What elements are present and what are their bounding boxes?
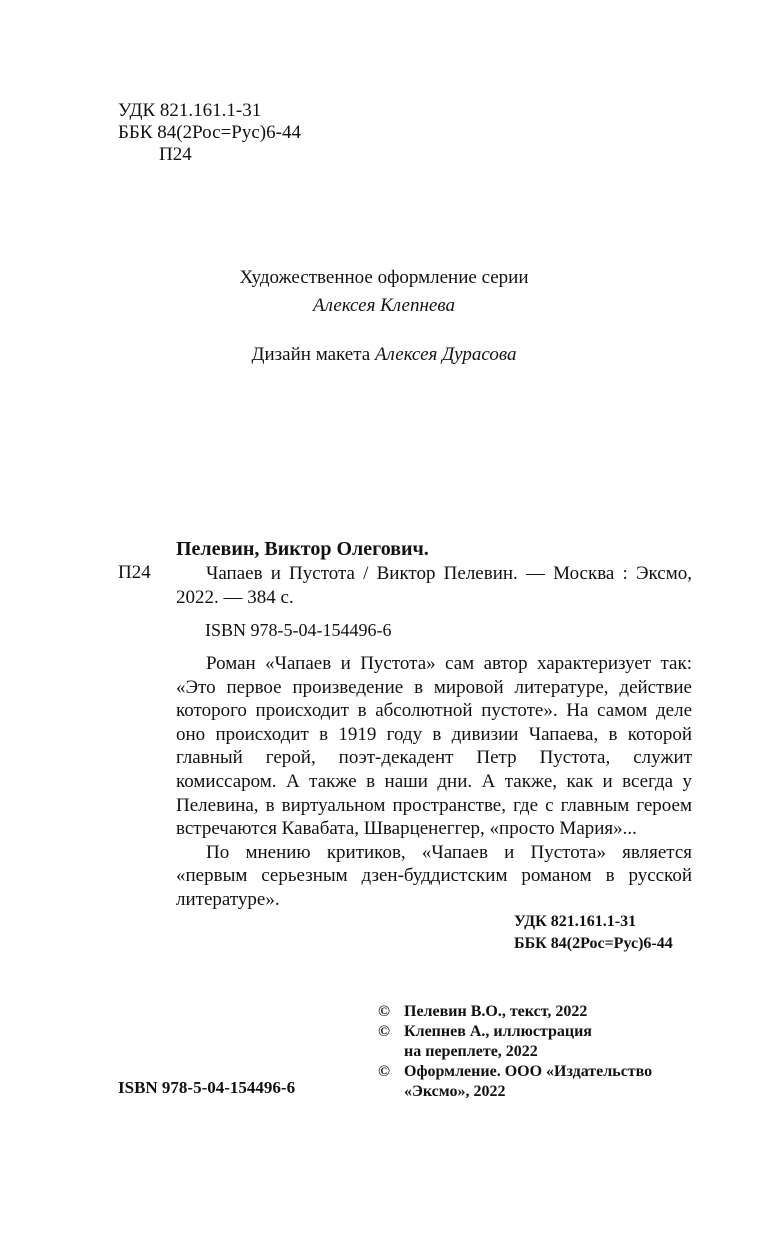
bib-record-text: Чапаев и Пустота / Виктор Пелевин. — Москва : Эксмо, 2022. — 384 с. xyxy=(176,563,692,608)
author-mark: П24 xyxy=(159,144,192,165)
layout-name: Алексея Дурасова xyxy=(374,344,517,365)
annotation-paragraph-1: Роман «Чапаев и Пустота» сам автор характеризует так: «Это первое произведение в мировой литературе, действие которого происходит в абсолютной пустоте». На самом деле оно происходит в 1919 году в дивизии Чапаева, в которой главный герой, поэт-декадент Петр Пустота, служит комиссаром. А также в наши дни. А также, как и всегда у Пелевина, в виртуальном пространстве, где с главным героем встречаются Кавабата, Шварценеггер, «просто Мария»... xyxy=(176,653,692,840)
copyright-author-text: Пелевин В.О., текст, 2022 xyxy=(404,1003,588,1020)
copyright-block xyxy=(378,1002,652,1102)
udk-code: УДК 821.161.1-31 xyxy=(118,100,262,121)
copyright-design-cont xyxy=(378,1082,652,1102)
series-design-name: Алексея Клепнева xyxy=(313,295,455,316)
copyright-icon: © xyxy=(378,1023,390,1040)
bib-author: Пелевин, Виктор Олегович. xyxy=(176,538,429,560)
copyright-author xyxy=(378,1002,652,1022)
annotation-paragraph-2: По мнению критиков, «Чапаев и Пустота» является «первым серьезным дзен-буддистским романом в русской литературе». xyxy=(176,841,692,910)
udk-code-bottom: УДК 821.161.1-31 xyxy=(514,913,637,930)
copyright-icon: © xyxy=(378,1003,390,1020)
copyright-illustration-text: Клепнев А., иллюстрация xyxy=(404,1023,592,1040)
copyright-design-text-2: «Эксмо», 2022 xyxy=(404,1083,506,1100)
bbk-code-bottom: ББК 84(2Рос=Рус)6-44 xyxy=(514,935,673,952)
copyright-illustration xyxy=(378,1022,652,1042)
annotation xyxy=(176,652,692,912)
bbk-code: ББК 84(2Рос=Рус)6-44 xyxy=(118,122,301,143)
layout-credit xyxy=(0,343,768,367)
layout-label: Дизайн макета xyxy=(251,344,371,365)
bib-record xyxy=(176,562,692,610)
bib-mark: П24 xyxy=(118,562,151,583)
isbn-bottom: ISBN 978-5-04-154496-6 xyxy=(118,1078,296,1097)
series-design-label: Художественное оформление серии xyxy=(239,267,529,288)
classification-bottom xyxy=(514,911,673,955)
copyright-icon: © xyxy=(378,1063,390,1080)
copyright-illustration-cont xyxy=(378,1042,652,1062)
copyright-illustration-text-2: на переплете, 2022 xyxy=(404,1043,538,1060)
copyright-design xyxy=(378,1062,652,1082)
header-classification xyxy=(118,100,301,166)
bib-isbn: ISBN 978-5-04-154496-6 xyxy=(205,620,392,640)
copyright-design-text: Оформление. ООО «Издательство xyxy=(404,1063,653,1080)
